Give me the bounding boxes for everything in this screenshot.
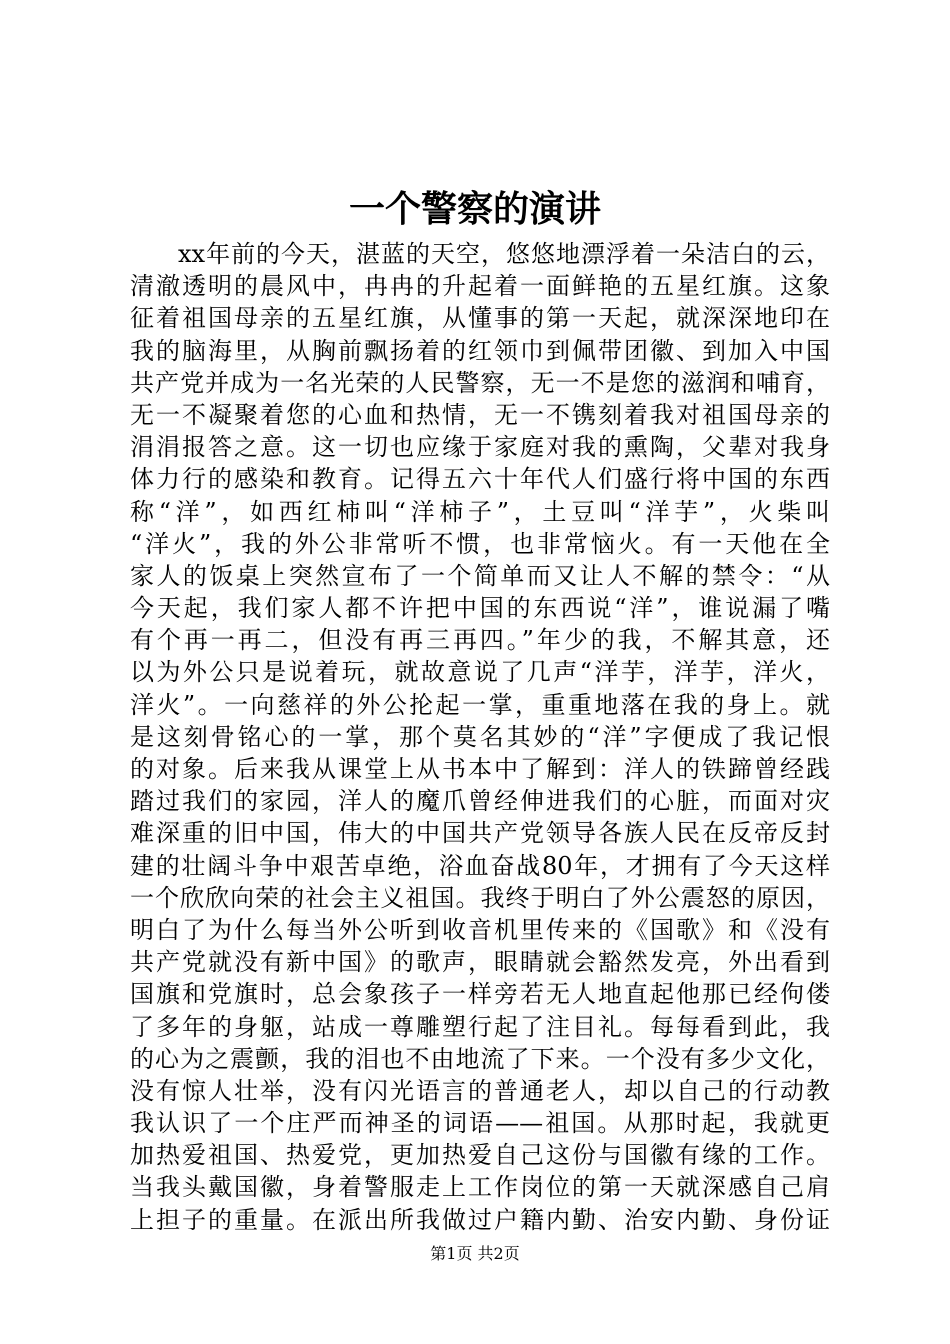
text-line: 明白了为什么每当外公听到收音机里传来的《国歌》和《没有 <box>130 915 830 944</box>
text-line: 清澈透明的晨风中，冉冉的升起着一面鲜艳的五星红旗。这象 <box>130 272 830 301</box>
text-line: 踏过我们的家园，洋人的魔爪曾经伸进我们的心脏，而面对灾 <box>130 787 830 816</box>
text-line: 称“洋”，如西红柿叫“洋柿子”，土豆叫“洋芋”，火柴叫 <box>130 497 830 526</box>
text-line: 共产党并成为一名光荣的人民警察，无一不是您的滋润和哺育， <box>130 368 830 397</box>
text-line: 是这刻骨铭心的一掌，那个莫名其妙的“洋”字便成了我记恨 <box>130 722 830 751</box>
page-footer: 第1页 共2页 <box>430 1244 520 1263</box>
text-line: 国旗和党旗时，总会象孩子一样旁若无人地直起他那已经佝偻 <box>130 980 830 1009</box>
text-line: 以为外公只是说着玩，就故意说了几声“洋芋，洋芋，洋火， <box>130 658 830 687</box>
text-line: 难深重的旧中国，伟大的中国共产党领导各族人民在反帝反封 <box>130 819 830 848</box>
text-line: 我的脑海里，从胸前飘扬着的红领巾到佩带团徽、到加入中国 <box>130 336 830 365</box>
body-paragraph <box>130 238 830 1236</box>
text-line: 体力行的感染和教育。记得五六十年代人们盛行将中国的东西 <box>130 465 830 494</box>
text-line: xx年前的今天，湛蓝的天空，悠悠地漂浮着一朵洁白的云， <box>178 240 830 268</box>
document-title: 一个警察的演讲 <box>348 188 601 230</box>
text-line: 建的壮阔斗争中艰苦卓绝，浴血奋战80年，才拥有了今天这样 <box>130 851 830 880</box>
text-line: 没有惊人壮举，没有闪光语言的普通老人，却以自己的行动教 <box>130 1076 830 1105</box>
text-line: 洋火”。一向慈祥的外公抡起一掌，重重地落在我的身上。就 <box>130 690 830 719</box>
text-line: 无一不凝聚着您的心血和热情，无一不镌刻着我对祖国母亲的 <box>130 400 830 429</box>
text-line: 征着祖国母亲的五星红旗，从懂事的第一天起，就深深地印在 <box>130 304 830 333</box>
text-line: 家人的饭桌上突然宣布了一个简单而又让人不解的禁令：“从 <box>130 561 830 590</box>
text-line: “洋火”，我的外公非常听不惯，也非常恼火。有一天他在全 <box>130 529 830 558</box>
text-line: 我认识了一个庄严而神圣的词语——祖国。从那时起，我就更 <box>130 1109 830 1138</box>
text-line: 涓涓报答之意。这一切也应缘于家庭对我的熏陶，父辈对我身 <box>130 433 830 462</box>
text-line: 共产党就没有新中国》的歌声，眼睛就会豁然发亮，外出看到 <box>130 948 830 977</box>
text-line: 的心为之震颤，我的泪也不由地流了下来。一个没有多少文化， <box>130 1044 830 1073</box>
text-line: 当我头戴国徽，身着警服走上工作岗位的第一天就深感自己肩 <box>130 1173 830 1202</box>
text-line: 有个再一再二，但没有再三再四。”年少的我，不解其意，还 <box>130 626 830 655</box>
text-line: 今天起，我们家人都不许把中国的东西说“洋”，谁说漏了嘴 <box>130 594 830 623</box>
text-line: 一个欣欣向荣的社会主义祖国。我终于明白了外公震怒的原因， <box>130 883 830 912</box>
text-line: 了多年的身躯，站成一尊雕塑行起了注目礼。每每看到此，我 <box>130 1012 830 1041</box>
text-line: 的对象。后来我从课堂上从书本中了解到：洋人的铁蹄曾经践 <box>130 755 830 783</box>
text-line: 上担子的重量。在派出所我做过户籍内勤、治安内勤、身份证 <box>130 1205 830 1234</box>
text-line: 加热爱祖国、热爱党，更加热爱自己这份与国徽有缘的工作。 <box>130 1141 830 1170</box>
